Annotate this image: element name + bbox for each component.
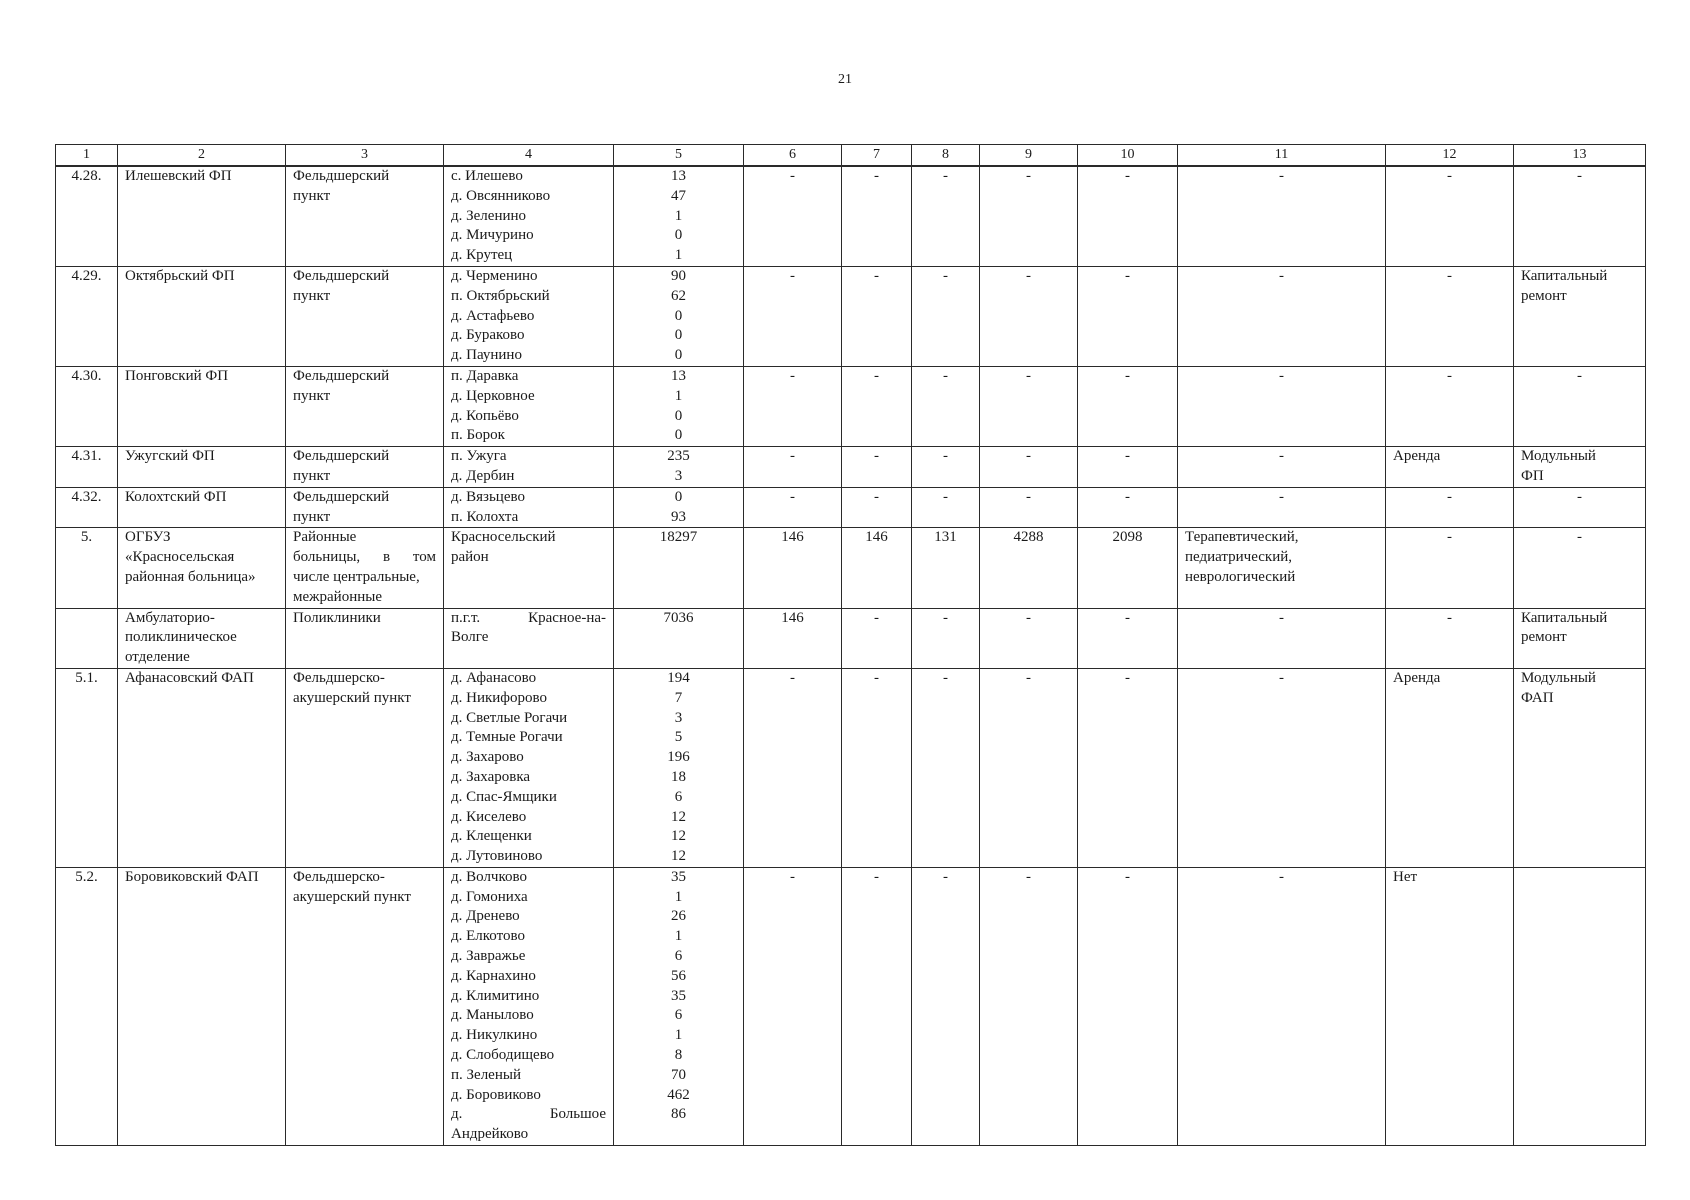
premises-cell — [1386, 867, 1514, 1145]
hospital-table — [55, 144, 1646, 1146]
cell-line: Афанасовский ФАП — [125, 669, 254, 686]
value-cell-c9: - — [980, 266, 1078, 366]
cell-line: Аренда — [1393, 448, 1441, 465]
cell-line: 196 — [667, 749, 690, 766]
cell-line: - — [1447, 367, 1452, 384]
cell-line: Красносельский — [451, 529, 556, 546]
profile-cell — [1178, 867, 1386, 1145]
facility-name-cell — [118, 867, 286, 1145]
settlements-cell — [444, 668, 614, 867]
cell-line: Октябрьский ФП — [125, 267, 235, 284]
cell-line: п. Октябрьский — [451, 287, 550, 304]
cell-line: д. Волчково — [451, 868, 527, 885]
cell-line: д. Лутовиново — [451, 848, 543, 865]
table-row — [56, 668, 1646, 867]
value-cell-c10: 2098 — [1078, 528, 1178, 608]
value-cell-c10: - — [1078, 366, 1178, 446]
population-cell — [614, 166, 744, 266]
cell-line: 90 — [671, 267, 686, 284]
cell-line: районная больница» — [125, 568, 256, 585]
cell-line: 13 — [671, 367, 686, 384]
value-cell-c6: - — [744, 668, 842, 867]
premises-cell — [1386, 528, 1514, 608]
facility-type-cell — [286, 608, 444, 668]
plan-cell — [1514, 447, 1646, 488]
population-cell — [614, 366, 744, 446]
cell-line: - — [1447, 609, 1452, 626]
cell-line: 12 — [671, 848, 686, 865]
value-cell-c7: - — [842, 366, 912, 446]
cell-line: Андрейково — [451, 1126, 529, 1143]
value-cell-c10: - — [1078, 487, 1178, 528]
row-number-cell: 5.2. — [56, 867, 118, 1145]
population-cell — [614, 528, 744, 608]
facility-type-cell — [286, 166, 444, 266]
value-cell-c6: 146 — [744, 528, 842, 608]
cell-line: 93 — [671, 508, 686, 525]
cell-line: - — [1279, 267, 1284, 284]
cell-line: п.г.т. Красное-на- — [451, 609, 606, 626]
cell-line: 0 — [674, 427, 683, 444]
cell-line: Модульный — [1521, 669, 1596, 686]
value-cell-c8: - — [912, 668, 980, 867]
cell-line: пункт — [293, 187, 331, 204]
table-body — [56, 166, 1646, 1146]
value-cell-c9: - — [980, 447, 1078, 488]
plan-cell — [1514, 366, 1646, 446]
cell-line: д. Клещенки — [451, 828, 532, 845]
cell-line: 47 — [671, 187, 686, 204]
cell-line: 12 — [671, 808, 686, 825]
population-cell — [614, 668, 744, 867]
facility-type-cell — [286, 447, 444, 488]
cell-line: д. Вязьцево — [451, 488, 525, 505]
facility-type-cell — [286, 668, 444, 867]
profile-cell — [1178, 608, 1386, 668]
cell-line — [621, 1125, 736, 1145]
cell-line: 1 — [674, 1027, 683, 1044]
row-number-cell: 4.32. — [56, 487, 118, 528]
cell-line: д. Завражье — [451, 948, 526, 965]
premises-cell — [1386, 166, 1514, 266]
plan-cell — [1514, 668, 1646, 867]
cell-line: д. Крутец — [451, 247, 513, 264]
facility-name-cell — [118, 528, 286, 608]
cell-line: д. Афанасово — [451, 669, 537, 686]
value-cell-c7: - — [842, 487, 912, 528]
cell-line: 18 — [671, 768, 686, 785]
facility-type-cell — [286, 366, 444, 446]
cell-line: - — [1577, 168, 1582, 184]
cell-line: - — [1577, 529, 1582, 546]
profile-cell — [1178, 668, 1386, 867]
cell-line: 12 — [671, 828, 686, 845]
settlements-cell — [444, 366, 614, 446]
premises-cell — [1386, 608, 1514, 668]
facility-type-cell — [286, 867, 444, 1145]
cell-line: - — [1279, 367, 1284, 384]
value-cell-c7: - — [842, 447, 912, 488]
cell-line: Фельдшерский — [293, 367, 390, 384]
cell-line: акушерский пункт — [293, 888, 411, 905]
facility-name-cell — [118, 668, 286, 867]
plan-cell — [1514, 266, 1646, 366]
cell-line: - — [1279, 868, 1284, 885]
cell-line: 5 — [674, 729, 683, 746]
value-cell-c10: - — [1078, 447, 1178, 488]
table-row — [56, 867, 1646, 1145]
cell-line: ремонт — [1521, 629, 1567, 646]
column-header-9: 9 — [980, 145, 1078, 167]
cell-line: д. Киселево — [451, 808, 527, 825]
cell-line: 62 — [671, 287, 686, 304]
cell-line: 7036 — [663, 609, 694, 626]
column-header-6: 6 — [744, 145, 842, 167]
cell-line: Илешевский ФП — [125, 168, 232, 184]
settlements-cell — [444, 528, 614, 608]
value-cell-c7: 146 — [842, 528, 912, 608]
cell-line: Капитальный — [1521, 609, 1608, 626]
facility-name-cell — [118, 608, 286, 668]
cell-line: 7 — [674, 689, 683, 706]
value-cell-c8: - — [912, 867, 980, 1145]
settlements-cell — [444, 447, 614, 488]
cell-line: п. Колохта — [451, 508, 519, 525]
premises-cell — [1386, 668, 1514, 867]
column-header-4: 4 — [444, 145, 614, 167]
value-cell-c9: - — [980, 166, 1078, 266]
value-cell-c7: - — [842, 867, 912, 1145]
cell-line: 18297 — [659, 529, 698, 546]
cell-line: д. Паунино — [451, 347, 522, 364]
cell-line: д. Климитино — [451, 987, 540, 1004]
cell-line: п. Даравка — [451, 367, 519, 384]
population-cell — [614, 266, 744, 366]
cell-line: п. Борок — [451, 427, 505, 444]
column-header-5: 5 — [614, 145, 744, 167]
cell-line: Ужугский ФП — [125, 448, 215, 465]
cell-line: д. Черменино — [451, 267, 538, 284]
cell-line: д. Слободищево — [451, 1047, 555, 1064]
cell-line: - — [1577, 367, 1582, 384]
settlements-cell — [444, 487, 614, 528]
cell-line: 0 — [674, 327, 683, 344]
value-cell-c10: - — [1078, 668, 1178, 867]
value-cell-c8: - — [912, 266, 980, 366]
premises-cell — [1386, 487, 1514, 528]
cell-line: 3 — [674, 467, 683, 484]
value-cell-c7: - — [842, 668, 912, 867]
cell-line: 1 — [674, 928, 683, 945]
value-cell-c6: 146 — [744, 608, 842, 668]
cell-line: 0 — [674, 407, 683, 424]
value-cell-c8: - — [912, 366, 980, 446]
plan-cell — [1514, 867, 1646, 1145]
population-cell — [614, 487, 744, 528]
value-cell-c6: - — [744, 166, 842, 266]
cell-line: Фельдшерско- — [293, 868, 385, 885]
cell-line: Колохтский ФП — [125, 488, 227, 505]
plan-cell — [1514, 487, 1646, 528]
cell-line: д. Никулкино — [451, 1027, 538, 1044]
cell-line: д. Боровиково — [451, 1086, 541, 1103]
cell-line: - — [1279, 448, 1284, 465]
profile-cell — [1178, 447, 1386, 488]
facility-type-cell — [286, 487, 444, 528]
cell-line: ремонт — [1521, 287, 1567, 304]
cell-line: Фельдшерский — [293, 267, 390, 284]
cell-line: д. Большое — [451, 1106, 606, 1123]
cell-line: ФАП — [1521, 689, 1554, 706]
table-row — [56, 528, 1646, 608]
cell-line: д. Светлые Рогачи — [451, 709, 568, 726]
cell-line: д. Гомониха — [451, 888, 528, 905]
population-cell — [614, 867, 744, 1145]
value-cell-c8: - — [912, 487, 980, 528]
cell-line: Нет — [1393, 868, 1418, 885]
cell-line: 13 — [671, 168, 686, 184]
population-cell — [614, 608, 744, 668]
cell-line: 1 — [674, 387, 683, 404]
cell-line: д. Никифорово — [451, 689, 548, 706]
cell-line: пункт — [293, 467, 331, 484]
value-cell-c10: - — [1078, 266, 1178, 366]
premises-cell — [1386, 366, 1514, 446]
cell-line: - — [1447, 168, 1452, 184]
cell-line: Понговский ФП — [125, 367, 229, 384]
column-header-11: 11 — [1178, 145, 1386, 167]
cell-line: 26 — [671, 908, 686, 925]
population-cell — [614, 447, 744, 488]
table-row — [56, 447, 1646, 488]
value-cell-c9: 4288 — [980, 528, 1078, 608]
row-number-cell: 5.1. — [56, 668, 118, 867]
cell-line: 235 — [667, 448, 690, 465]
cell-line: - — [1447, 267, 1452, 284]
cell-line: 35 — [671, 868, 686, 885]
cell-line: 8 — [674, 1047, 683, 1064]
cell-line: д. Овсянниково — [451, 187, 551, 204]
cell-line: 3 — [674, 709, 683, 726]
cell-line: «Красносельская — [125, 549, 235, 566]
cell-line: д. Манылово — [451, 1007, 534, 1024]
profile-cell — [1178, 266, 1386, 366]
row-number-cell: 5. — [56, 528, 118, 608]
cell-line: д. Захарово — [451, 749, 524, 766]
column-header-3: 3 — [286, 145, 444, 167]
cell-line: д. Дербин — [451, 467, 515, 484]
table-row — [56, 608, 1646, 668]
profile-cell — [1178, 528, 1386, 608]
cell-line: больницы, в том — [293, 549, 436, 566]
settlements-cell — [444, 266, 614, 366]
cell-line: ФП — [1521, 467, 1544, 484]
column-header-12: 12 — [1386, 145, 1514, 167]
cell-line: неврологический — [1185, 568, 1296, 585]
cell-line: 35 — [671, 987, 686, 1004]
value-cell-c10: - — [1078, 166, 1178, 266]
value-cell-c8: - — [912, 447, 980, 488]
value-cell-c8: - — [912, 166, 980, 266]
table-row — [56, 366, 1646, 446]
profile-cell — [1178, 166, 1386, 266]
cell-line: Фельдшерский — [293, 168, 390, 184]
premises-cell — [1386, 447, 1514, 488]
value-cell-c6: - — [744, 366, 842, 446]
cell-line: д. Зеленино — [451, 207, 527, 224]
cell-line: Модульный — [1521, 448, 1596, 465]
cell-line: 86 — [671, 1106, 686, 1123]
cell-line: 6 — [674, 788, 683, 805]
cell-line — [1521, 868, 1638, 888]
cell-line: д. Астафьево — [451, 307, 535, 324]
cell-line: д. Копьёво — [451, 407, 519, 424]
cell-line: 0 — [674, 488, 683, 505]
cell-line: Фельдшерский — [293, 448, 390, 465]
row-number-cell: 4.29. — [56, 266, 118, 366]
cell-line: д. Мичурино — [451, 227, 534, 244]
cell-line: 194 — [667, 669, 690, 686]
settlements-cell — [444, 867, 614, 1145]
cell-line: д. Елкотово — [451, 928, 525, 945]
cell-line: д. Бураково — [451, 327, 525, 344]
cell-line: 1 — [674, 888, 683, 905]
cell-line: Фельдшерский — [293, 488, 390, 505]
cell-line: д. Карнахино — [451, 967, 536, 984]
cell-line: пункт — [293, 287, 331, 304]
cell-line: числе центральные, — [293, 568, 420, 585]
page-number: 21 — [838, 72, 852, 87]
value-cell-c9: - — [980, 366, 1078, 446]
cell-line: Боровиковский ФАП — [125, 868, 259, 885]
cell-line: поликлиническое — [125, 629, 237, 646]
row-number-cell: 4.28. — [56, 166, 118, 266]
cell-line: 0 — [674, 307, 683, 324]
cell-line: межрайонные — [293, 588, 382, 605]
column-header-8: 8 — [912, 145, 980, 167]
cell-line: п. Зеленый — [451, 1066, 521, 1083]
cell-line: Капитальный — [1521, 267, 1608, 284]
value-cell-c10: - — [1078, 867, 1178, 1145]
table-header — [56, 145, 1646, 167]
cell-line: Терапевтический, — [1185, 529, 1299, 546]
cell-line: Районные — [293, 529, 357, 546]
facility-name-cell — [118, 447, 286, 488]
cell-line: - — [1279, 168, 1284, 184]
facility-type-cell — [286, 528, 444, 608]
cell-line: Аренда — [1393, 669, 1441, 686]
cell-line: 462 — [667, 1086, 690, 1103]
cell-line: д. Спас-Ямщики — [451, 788, 557, 805]
cell-line: 1 — [674, 207, 683, 224]
profile-cell — [1178, 487, 1386, 528]
facility-name-cell — [118, 366, 286, 446]
cell-line: 70 — [671, 1066, 686, 1083]
cell-line: педиатрический, — [1185, 549, 1293, 566]
column-header-13: 13 — [1514, 145, 1646, 167]
cell-line: - — [1447, 529, 1452, 546]
column-header-10: 10 — [1078, 145, 1178, 167]
value-cell-c7: - — [842, 266, 912, 366]
cell-line: п. Ужуга — [451, 448, 507, 465]
value-cell-c9: - — [980, 608, 1078, 668]
cell-line: акушерский пункт — [293, 689, 411, 706]
cell-line: - — [1447, 488, 1452, 505]
cell-line: отделение — [125, 649, 190, 666]
table-row — [56, 166, 1646, 266]
value-cell-c6: - — [744, 447, 842, 488]
cell-line: Фельдшерско- — [293, 669, 385, 686]
cell-line: - — [1279, 488, 1284, 505]
cell-line: Волге — [451, 629, 489, 646]
column-header-7: 7 — [842, 145, 912, 167]
settlements-cell — [444, 608, 614, 668]
cell-line: Поликлиники — [293, 609, 381, 626]
facility-type-cell — [286, 266, 444, 366]
plan-cell — [1514, 528, 1646, 608]
value-cell-c8: - — [912, 608, 980, 668]
value-cell-c6: - — [744, 266, 842, 366]
plan-cell — [1514, 166, 1646, 266]
column-header-2: 2 — [118, 145, 286, 167]
cell-line: д. Дренево — [451, 908, 520, 925]
cell-line: Амбулаторио- — [125, 609, 215, 626]
cell-line: район — [451, 549, 489, 566]
cell-line: ОГБУЗ — [125, 529, 171, 546]
settlements-cell — [444, 166, 614, 266]
facility-name-cell — [118, 266, 286, 366]
cell-line: с. Илешево — [451, 168, 523, 184]
value-cell-c7: - — [842, 608, 912, 668]
cell-line: 1 — [674, 247, 683, 264]
value-cell-c10: - — [1078, 608, 1178, 668]
cell-line: 6 — [674, 948, 683, 965]
cell-line: - — [1279, 669, 1284, 686]
profile-cell — [1178, 366, 1386, 446]
row-number-cell: 4.31. — [56, 447, 118, 488]
cell-line: 0 — [674, 347, 683, 364]
cell-line: 0 — [674, 227, 683, 244]
table-row — [56, 487, 1646, 528]
value-cell-c6: - — [744, 867, 842, 1145]
facility-name-cell — [118, 487, 286, 528]
cell-line: пункт — [293, 387, 331, 404]
plan-cell — [1514, 608, 1646, 668]
value-cell-c9: - — [980, 668, 1078, 867]
value-cell-c8: 131 — [912, 528, 980, 608]
row-number-cell: 4.30. — [56, 366, 118, 446]
facility-name-cell — [118, 166, 286, 266]
cell-line: д. Церковное — [451, 387, 535, 404]
row-number-cell — [56, 608, 118, 668]
cell-line: - — [1577, 488, 1582, 505]
premises-cell — [1386, 266, 1514, 366]
table-row — [56, 266, 1646, 366]
cell-line: пункт — [293, 508, 331, 525]
value-cell-c6: - — [744, 487, 842, 528]
value-cell-c9: - — [980, 487, 1078, 528]
cell-line: д. Захаровка — [451, 768, 531, 785]
value-cell-c7: - — [842, 166, 912, 266]
cell-line: - — [1279, 609, 1284, 626]
cell-line: 6 — [674, 1007, 683, 1024]
column-header-1: 1 — [56, 145, 118, 167]
value-cell-c9: - — [980, 867, 1078, 1145]
cell-line: 56 — [671, 967, 686, 984]
cell-line: д. Темные Рогачи — [451, 729, 563, 746]
